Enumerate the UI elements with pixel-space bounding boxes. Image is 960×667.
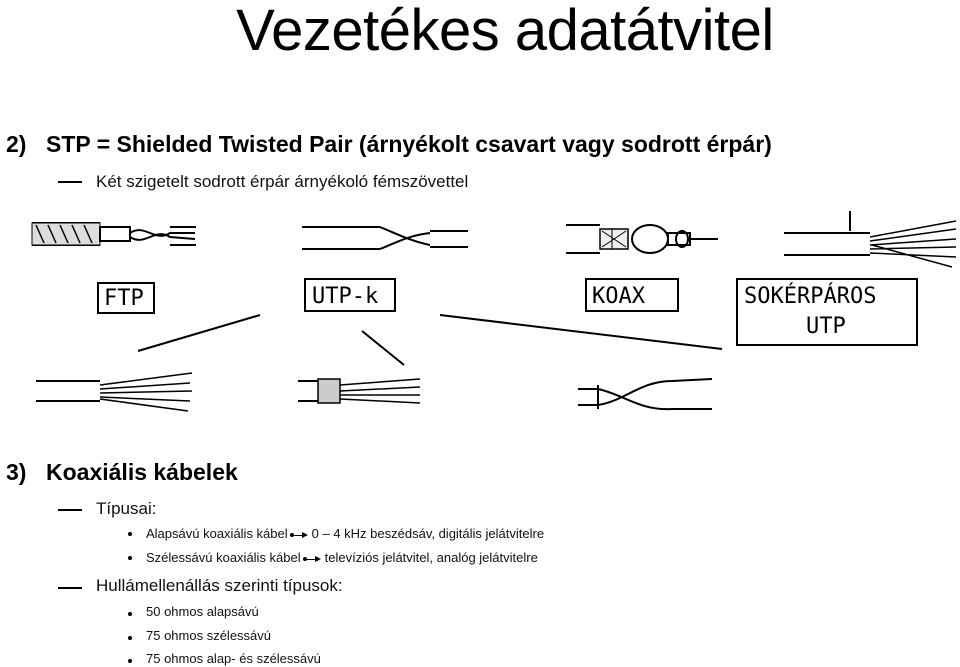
impedance-type: 50 ohmos alapsávú [146, 604, 259, 619]
coax-number: 3) [6, 459, 27, 485]
type-baseband [146, 526, 544, 542]
bullet [128, 556, 132, 560]
twisted-pair-bottom-drawing [578, 379, 712, 409]
ftp-bottom-drawing [298, 379, 420, 403]
types-dash [58, 509, 82, 511]
coax-heading [6, 458, 238, 486]
bullet [128, 612, 132, 616]
koax-cable-drawing [566, 225, 718, 253]
stp-dash [58, 181, 82, 183]
type-baseband-name: Alapsávú koaxiális kábel [146, 526, 288, 541]
stp-description: Két szigetelt sodrott érpár árnyékoló fémszövettel [96, 172, 469, 191]
stp-heading [6, 130, 772, 158]
bullet [128, 659, 132, 663]
label-utp-k: UTP-k [312, 284, 379, 309]
type-broadband-name: Szélessávú koaxiális kábel [146, 550, 301, 565]
coax-heading-text: Koaxiális kábelek [46, 459, 238, 485]
impedance-type: 75 ohmos alap- és szélessávú [146, 651, 321, 666]
arrow-icon [290, 530, 310, 540]
multipair-cable-drawing [784, 211, 956, 267]
utp-k-cable-drawing [302, 227, 468, 249]
types-label: Típusai: [96, 499, 157, 518]
bullet [128, 636, 132, 640]
page-title: Vezetékes adatátvitel [236, 0, 774, 63]
impedance-dash [58, 587, 82, 589]
type-broadband-desc: televíziós jelátvitel, analóg jelátvitelre [324, 550, 538, 565]
cable-figure [0, 205, 960, 425]
ftp-cable-drawing [32, 223, 196, 245]
label-koax: KOAX [592, 284, 645, 309]
type-baseband-desc: 0 – 4 kHz beszédsáv, digitális jelátvitelre [311, 526, 545, 541]
utp-bottom-left-drawing [36, 373, 192, 411]
type-broadband [146, 550, 538, 566]
label-ftp: FTP [104, 286, 144, 311]
impedance-type: 75 ohmos szélessávú [146, 628, 272, 643]
bullet [128, 532, 132, 536]
stp-heading-text: STP = Shielded Twisted Pair (árnyékolt csavart vagy sodrott érpár) [46, 131, 772, 157]
arrow-icon [303, 554, 323, 564]
label-utp: UTP [806, 314, 846, 339]
label-sokerparos: SOKÉRPÁROS [744, 284, 877, 309]
stp-number: 2) [6, 131, 27, 157]
impedance-label: Hullámellenállás szerinti típusok: [96, 576, 343, 595]
